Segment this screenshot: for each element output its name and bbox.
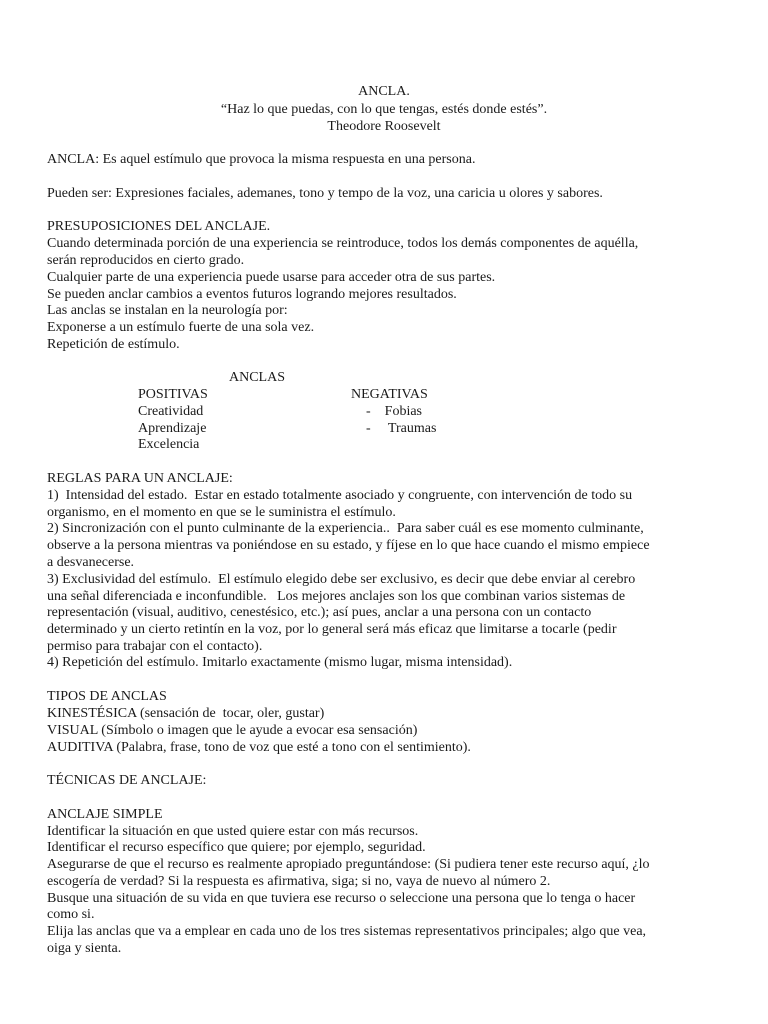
anclas-table-heading: ANCLAS bbox=[229, 370, 286, 385]
reglas-line: una señal diferenciada e inconfundible. Los mejores anclajes son los que combinan varios sistemas de bbox=[47, 589, 626, 604]
types-intro-paragraph: Pueden ser: Expresiones faciales, ademanes, tono y tempo de la voz, una caricia u olores y sabores. bbox=[47, 186, 603, 201]
positivas-column-heading: POSITIVAS bbox=[138, 387, 208, 402]
anclaje-simple-heading: ANCLAJE SIMPLE bbox=[47, 807, 163, 822]
positiva-item: Creatividad bbox=[138, 404, 204, 419]
anclaje-simple-line: Busque una situación de su vida en que tuviera ese recurso o seleccione una persona que lo tenga o hacer bbox=[47, 891, 636, 906]
negativa-item: - Fobias bbox=[366, 404, 422, 419]
positiva-item: Aprendizaje bbox=[138, 421, 207, 436]
reglas-line: a desvanecerse. bbox=[47, 555, 135, 570]
negativas-column-heading: NEGATIVAS bbox=[351, 387, 428, 402]
tecnicas-heading: TÉCNICAS DE ANCLAJE: bbox=[47, 773, 207, 788]
presuposiciones-line: Repetición de estímulo. bbox=[47, 337, 180, 352]
presuposiciones-line: Exponerse a un estímulo fuerte de una sola vez. bbox=[47, 320, 315, 335]
epigraph-quote: “Haz lo que puedas, con lo que tengas, estés donde estés”. bbox=[220, 102, 548, 117]
anclaje-simple-line: oiga y sienta. bbox=[47, 941, 122, 956]
presuposiciones-line: Cualquier parte de una experiencia puede usarse para acceder otra de sus partes. bbox=[47, 270, 496, 285]
anclaje-simple-line: Identificar el recurso específico que quiere; por ejemplo, seguridad. bbox=[47, 840, 426, 855]
presuposiciones-line: serán reproducidos en cierto grado. bbox=[47, 253, 245, 268]
presuposiciones-line: Se pueden anclar cambios a eventos futuros logrando mejores resultados. bbox=[47, 287, 457, 302]
reglas-line: 4) Repetición del estímulo. Imitarlo exactamente (mismo lugar, misma intensidad). bbox=[47, 655, 513, 670]
presuposiciones-heading: PRESUPOSICIONES DEL ANCLAJE. bbox=[47, 219, 271, 234]
anclaje-simple-line: Elija las anclas que va a emplear en cada uno de los tres sistemas representativos principales; algo que vea, bbox=[47, 924, 647, 939]
reglas-line: observe a la persona mientras va poniéndose en su estado, y fíjese en lo que hace cuando el mismo empiece bbox=[47, 538, 650, 553]
presuposiciones-line: Cuando determinada porción de una experiencia se reintroduce, todos los demás componentes de aquélla, bbox=[47, 236, 639, 251]
reglas-line: organismo, en el momento en que se le suministra el estímulo. bbox=[47, 505, 396, 520]
document-title: ANCLA. bbox=[358, 84, 410, 99]
tipos-line: AUDITIVA (Palabra, frase, tono de voz que esté a tono con el sentimiento). bbox=[47, 740, 471, 755]
epigraph-author: Theodore Roosevelt bbox=[327, 119, 441, 134]
positiva-item: Excelencia bbox=[138, 437, 200, 452]
reglas-line: 1) Intensidad del estado. Estar en estado totalmente asociado y congruente, con intervención de todo su bbox=[47, 488, 633, 503]
presuposiciones-line: Las anclas se instalan en la neurología por: bbox=[47, 303, 288, 318]
definition-paragraph: ANCLA: Es aquel estímulo que provoca la misma respuesta en una persona. bbox=[47, 152, 476, 167]
anclaje-simple-line: Asegurarse de que el recurso es realmente apropiado preguntándose: (Si pudiera tener este recurso aquí, ¿lo bbox=[47, 857, 650, 872]
reglas-heading: REGLAS PARA UN ANCLAJE: bbox=[47, 471, 233, 486]
tipos-heading: TIPOS DE ANCLAS bbox=[47, 689, 167, 704]
reglas-line: 2) Sincronización con el punto culminante de la experiencia.. Para saber cuál es ese momento culminante, bbox=[47, 521, 644, 536]
anclaje-simple-line: como si. bbox=[47, 907, 95, 922]
reglas-line: 3) Exclusividad del estímulo. El estímulo elegido debe ser exclusivo, es decir que debe enviar al cerebro bbox=[47, 572, 636, 587]
tipos-line: KINESTÉSICA (sensación de tocar, oler, gustar) bbox=[47, 706, 325, 721]
reglas-line: permiso para trabajar con el contacto). bbox=[47, 639, 263, 654]
reglas-line: determinado y un cierto retintín en la voz, por lo general será más eficaz que limitarse a tocarle (pedir bbox=[47, 622, 617, 637]
anclaje-simple-line: Identificar la situación en que usted quiere estar con más recursos. bbox=[47, 824, 419, 839]
anclaje-simple-line: escogería de verdad? Si la respuesta es afirmativa, siga; si no, vaya de nuevo al número 2. bbox=[47, 874, 551, 889]
reglas-line: representación (visual, auditivo, cenestésico, etc.); así pues, anclar a una persona con un contacto bbox=[47, 605, 592, 620]
negativa-item: - Traumas bbox=[366, 421, 437, 436]
tipos-line: VISUAL (Símbolo o imagen que le ayude a evocar esa sensación) bbox=[47, 723, 418, 738]
